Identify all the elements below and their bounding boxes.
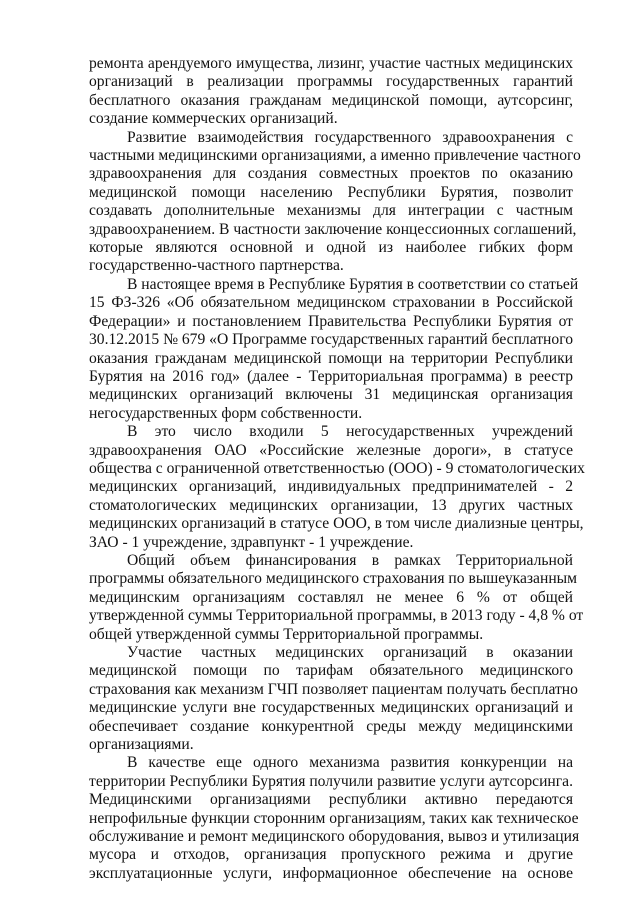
- text-line: Общий объем финансирования в рамках Территориальной: [127, 551, 573, 569]
- text-line: медицинских организаций, индивидуальных предпринимателей - 2: [89, 478, 573, 496]
- text-line: 15 ФЗ-326 «Об обязательном медицинском страховании в Российской: [89, 294, 573, 312]
- paragraph: [89, 423, 585, 552]
- text-line: ЗАО - 1 учреждение, здравпункт - 1 учреждение.: [89, 533, 414, 551]
- text-line: медицинской помощи по тарифам обязательного медицинского: [89, 662, 573, 680]
- text-line: Участие частных медицинских организаций в оказании: [127, 644, 573, 661]
- text-line: государственно-частного партнерства.: [89, 257, 344, 275]
- text-line: общей утвержденной суммы Территориальной программы.: [89, 625, 484, 643]
- text-line: обслуживание и ремонт медицинского оборудования, вывоз и утилизация: [89, 828, 580, 846]
- text-line: Развитие взаимодействия государственного здравоохранения с: [127, 128, 573, 146]
- text-line: программы обязательного медицинского страхования по вышеуказанным: [89, 570, 578, 588]
- text-line: страхования как механизм ГЧП позволяет пациентам получать бесплатно: [89, 680, 578, 698]
- text-line: организаций в реализации программы государственных гарантий: [89, 73, 573, 91]
- text-line: организациями.: [89, 736, 194, 754]
- text-line: мусора и отходов, организация пропускного режима и другие: [89, 846, 573, 864]
- text-line: 30.12.2015 № 679 «О Программе государственных гарантий бесплатного: [89, 331, 573, 349]
- text-line: непрофильные функции сторонним организациям, таких как техническое: [89, 809, 579, 827]
- paragraph: [89, 55, 573, 129]
- text-line: создание коммерческих организаций.: [89, 110, 338, 128]
- paragraph: [89, 275, 579, 423]
- text-line: В качестве еще одного механизма развития конкуренции на: [127, 754, 573, 772]
- text-line: бесплатного оказания гражданам медицинской помощи, аутсорсинг,: [89, 91, 573, 109]
- text-line: обеспечивает создание конкурентной среды между медицинскими: [89, 717, 573, 735]
- text-line: которые являются основной и одной из наиболее гибких форм: [89, 239, 573, 257]
- text-line: стоматологических медицинских организации, 13 других частных: [89, 496, 573, 514]
- text-line: общества с ограниченной ответственностью (ООО) - 9 стоматологических: [89, 459, 585, 477]
- text-line: Медицинскими организациями республики активно передаются: [89, 791, 573, 809]
- text-line: создавать дополнительные механизмы для интеграции с частным: [89, 202, 573, 220]
- text-line: здравоохранения для создания совместных проектов по оказанию: [89, 165, 573, 183]
- text-line: утвержденной суммы Территориальной программы, в 2013 году - 4,8 % от: [89, 607, 584, 625]
- text-line: ремонта арендуемого имущества, лизинг, участие частных медицинских: [89, 55, 573, 72]
- text-line: оказания гражданам медицинской помощи на территории Республики: [89, 349, 573, 367]
- text-line: медицинским организациям составлял не менее 6 % от общей: [89, 588, 573, 606]
- text-line: территории Республики Бурятия получили развитие услуги аутсорсинга.: [89, 772, 573, 790]
- text-line: здравоохранением. В частности заключение концессионных соглашений,: [89, 220, 577, 238]
- text-line: В это число входили 5 негосударственных учреждений: [127, 423, 573, 441]
- paragraph: [89, 754, 580, 883]
- text-line: Бурятия на 2016 год» (далее - Территориальная программа) в реестр: [89, 367, 573, 385]
- text-line: Федерации» и постановлением Правительства Республики Бурятия от: [89, 312, 573, 330]
- text-line: эксплуатационные услуги, информационное обеспечение на основе: [89, 864, 573, 882]
- paragraph: [89, 551, 584, 644]
- paragraph: [89, 644, 578, 754]
- text-line: медицинской помощи населению Республики Бурятия, позволит: [89, 183, 573, 201]
- paragraph: [89, 128, 581, 276]
- text-line: медицинских организаций в статусе ООО, в том числе диализные центры,: [89, 515, 584, 533]
- text-line: негосударственных форм собственности.: [89, 404, 363, 422]
- text-line: здравоохранения ОАО «Российские железные дороги», в статусе: [89, 441, 573, 459]
- text-line: частными медицинскими организациями, а именно привлечение частного: [89, 147, 581, 165]
- document-body: [89, 55, 585, 883]
- text-line: В настоящее время в Республике Бурятия в соответствии со статьей: [127, 275, 579, 293]
- text-line: медицинских организаций включены 31 медицинская организация: [89, 386, 573, 404]
- text-line: медицинские услуги вне государственных медицинских организаций и: [89, 699, 573, 717]
